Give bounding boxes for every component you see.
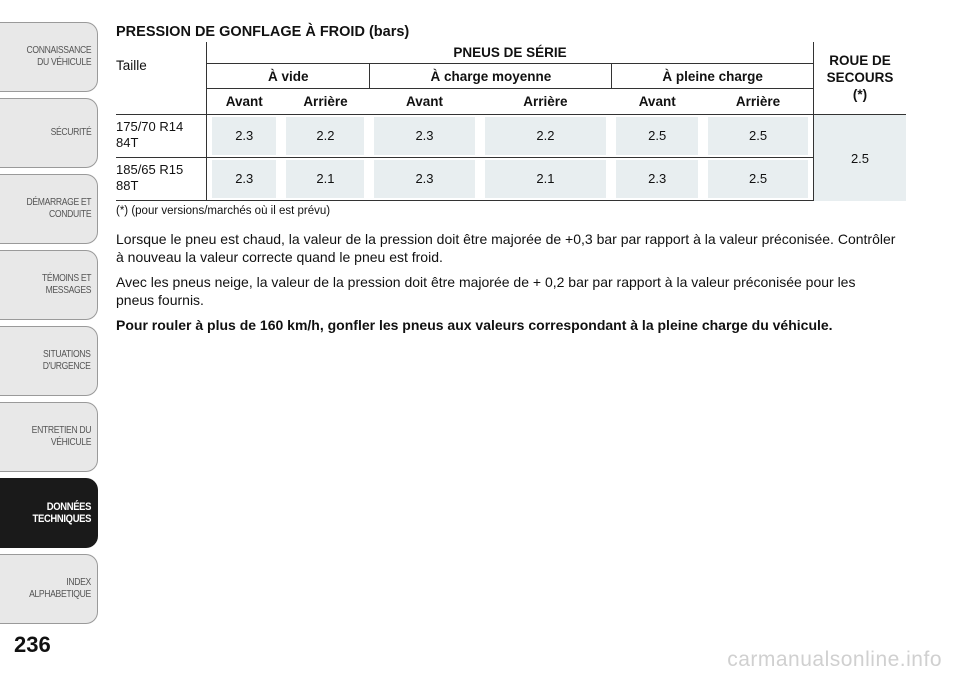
hot-tyre-note: Lorsque le pneu est chaud, la valeur de la pression doit être majorée de +0,3 bar par rapport à la valeur préconisée. Contrôler à nouveau la valeur correcte quand le pneu est froid. xyxy=(116,231,896,265)
tab-entretien-du-vehicule[interactable] xyxy=(0,402,98,472)
snow-tyre-note: Avec les pneus neige, la valeur de la pression doit être majorée de + 0,2 bar par rapport à la valeur préconisée pour les pneus fournis. xyxy=(116,274,856,308)
page-content xyxy=(116,22,906,334)
spare-wheel-header: ROUE DE SECOURS (*) xyxy=(813,42,906,114)
tyre-size: 185/65 R15 88T xyxy=(116,157,206,201)
spare-pressure-value: 2.5 xyxy=(813,114,906,201)
axle-header: Avant xyxy=(405,94,443,109)
pressure-value: 2.3 xyxy=(374,160,474,198)
tab-index-alphabetique[interactable] xyxy=(0,554,98,624)
pressure-value: 2.2 xyxy=(485,117,607,155)
tab-label: CONNAISSANCE DU VÉHICULE xyxy=(26,45,91,68)
standard-tyres-header: PNEUS DE SÉRIE xyxy=(206,42,813,64)
pressure-value: 2.3 xyxy=(212,160,276,198)
axle-header: Avant xyxy=(638,94,676,109)
table-title xyxy=(116,22,906,42)
load-header-medium: À charge moyenne xyxy=(369,64,611,89)
table-row xyxy=(116,157,906,201)
tab-label: TÉMOINS ET MESSAGES xyxy=(41,273,91,296)
pressure-value: 2.5 xyxy=(708,160,808,198)
table-title-text: PRESSION DE GONFLAGE À FROID xyxy=(116,24,365,40)
tab-securite[interactable] xyxy=(0,98,98,168)
tab-connaissance-du-vehicule[interactable] xyxy=(0,22,98,92)
table-footnote: (*) (pour versions/marchés où il est prévu) xyxy=(116,205,331,217)
pressure-value: 2.5 xyxy=(616,117,698,155)
pressure-value: 2.3 xyxy=(374,117,474,155)
tab-label: SÉCURITÉ xyxy=(50,127,91,138)
load-header-empty: À vide xyxy=(206,64,369,89)
load-header-full: À pleine charge xyxy=(611,64,813,89)
axle-header: Arrière xyxy=(735,94,781,109)
pressure-value: 2.1 xyxy=(286,160,364,198)
pressure-value: 2.5 xyxy=(708,117,808,155)
tab-label: ENTRETIEN DU VÉHICULE xyxy=(31,425,91,448)
pressure-value: 2.1 xyxy=(485,160,607,198)
page-number: 236 xyxy=(14,632,51,657)
axle-header: Arrière xyxy=(523,94,568,109)
pressure-value: 2.3 xyxy=(212,117,276,155)
pressure-value: 2.3 xyxy=(616,160,698,198)
watermark: carmanualsonline.info xyxy=(727,648,942,671)
table-title-unit: (bars) xyxy=(368,24,410,40)
table-row xyxy=(116,114,906,157)
tab-label: INDEX ALPHABETIQUE xyxy=(29,577,91,600)
axle-header: Avant xyxy=(206,89,281,114)
axle-header: Arrière xyxy=(303,94,348,109)
tyre-size: 175/70 R14 84T xyxy=(116,114,206,157)
tyre-pressure-table xyxy=(116,42,906,201)
tab-donnees-techniques[interactable] xyxy=(0,478,98,548)
tab-temoins-et-messages[interactable] xyxy=(0,250,98,320)
tab-label: DÉMARRAGE ET CONDUITE xyxy=(26,197,91,220)
size-column-header: Taille xyxy=(116,58,147,73)
tab-situations-d-urgence[interactable] xyxy=(0,326,98,396)
tab-label: DONNÉES TECHNIQUES xyxy=(32,501,91,525)
tab-demarrage-et-conduite[interactable] xyxy=(0,174,98,244)
tab-label: SITUATIONS D'URGENCE xyxy=(43,349,91,372)
high-speed-note: Pour rouler à plus de 160 km/h, gonfler les pneus aux valeurs correspondant à la pleine charge du véhicule. xyxy=(116,317,833,333)
pressure-value: 2.2 xyxy=(286,117,364,155)
